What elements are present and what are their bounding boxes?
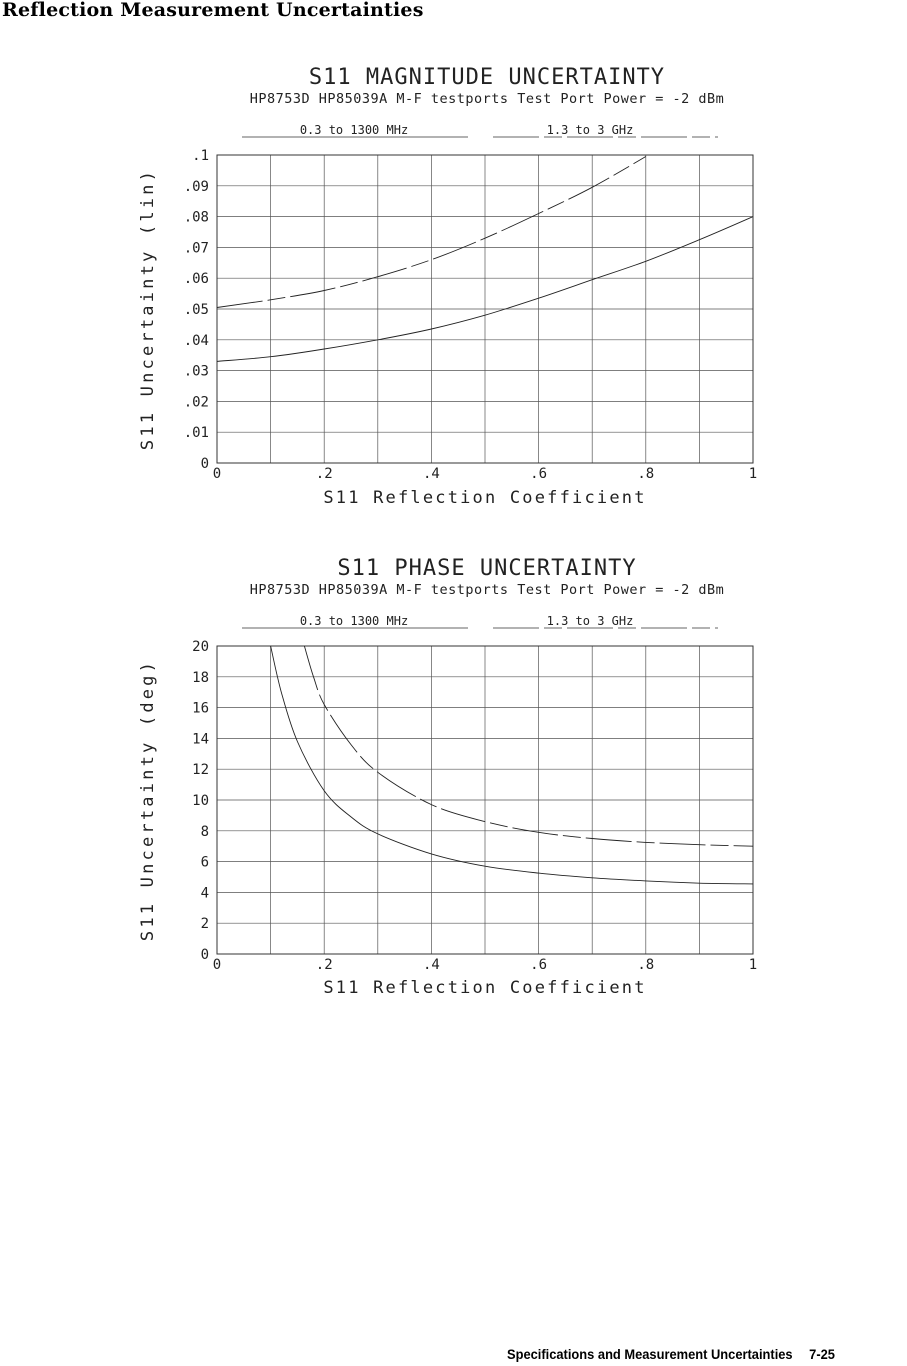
chart1-x-tick-label: 0 [212, 466, 222, 482]
chart1-x-tick-label: .2 [315, 466, 333, 482]
chart2-series-2-line [304, 646, 753, 846]
chart2-x-tick-label: .8 [637, 957, 655, 973]
chart2-x-tick-label: 1 [748, 957, 758, 973]
chart1-x-tick-label: .4 [422, 466, 440, 482]
chart2-subtitle: HP8753D HP85039A M-F testports Test Port Power = -2 dBm [249, 582, 725, 598]
chart2-legend-label-2: 1.3 to 3 GHz [546, 614, 634, 628]
chart1-y-axis-label: S11 Uncertainty (lin) [138, 167, 158, 451]
chart2-y-tick-label: 8 [200, 823, 209, 840]
chart1-x-tick-label: 1 [748, 466, 758, 482]
chart1-x-tick-label: .6 [530, 466, 548, 482]
chart1-y-tick-label: .09 [183, 178, 209, 195]
chart2-y-tick-label: 12 [192, 762, 209, 779]
page-footer [507, 1346, 835, 1362]
chart1-y-tick-label: .07 [183, 240, 209, 257]
chart1-x-axis-label: S11 Reflection Coefficient [323, 488, 647, 508]
chart2-x-tick-label: 0 [212, 957, 222, 973]
chart2-y-tick-label: 10 [192, 793, 209, 809]
chart1-legend-label-1: 0.3 to 1300 MHz [299, 123, 409, 137]
page-title: Reflection Measurement Uncertainties [2, 0, 424, 21]
chart2-y-tick-label: 4 [200, 885, 209, 902]
chart2-x-tick-label: .6 [530, 957, 548, 973]
chart1-subtitle: HP8753D HP85039A M-F testports Test Port Power = -2 dBm [249, 91, 725, 107]
chart1-y-tick-label: .04 [183, 332, 209, 349]
chart1-y-tick-label: .01 [183, 425, 209, 442]
chart2-y-tick-label: 2 [200, 916, 209, 933]
chart1-legend-label-2: 1.3 to 3 GHz [546, 123, 634, 137]
chart1-title: S11 MAGNITUDE UNCERTAINTY [308, 65, 666, 90]
chart1-y-tick-label: .03 [183, 363, 209, 380]
chart2-y-axis-label: S11 Uncertainty (deg) [138, 658, 158, 942]
chart2-x-axis-label: S11 Reflection Coefficient [323, 978, 647, 998]
chart2-series-1-line [271, 646, 753, 884]
chart1-y-tick-label: 0 [200, 456, 209, 472]
chart2-x-tick-label: .4 [422, 957, 440, 973]
chart2-y-tick-label: 0 [200, 947, 209, 963]
chart2-y-tick-label: 14 [192, 731, 209, 748]
chart2-y-tick-label: 20 [192, 639, 209, 655]
chart2-legend-label-1: 0.3 to 1300 MHz [299, 614, 409, 628]
chart1-y-tick-label: .05 [183, 302, 209, 318]
chart1-y-tick-label: .06 [183, 271, 209, 288]
chart2-y-tick-label: 6 [200, 854, 209, 871]
chart2-y-tick-label: 16 [192, 700, 209, 717]
chart1-y-tick-label: .1 [192, 148, 209, 164]
footer-page-number: 7-25 [809, 1346, 835, 1362]
chart1-x-tick-label: .8 [637, 466, 655, 482]
chart2-x-tick-label: .2 [315, 957, 333, 973]
chart2-title: S11 PHASE UNCERTAINTY [337, 556, 637, 581]
chart2-y-tick-label: 18 [192, 669, 209, 686]
chart1-y-tick-label: .08 [183, 209, 209, 226]
chart1-y-tick-label: .02 [183, 394, 209, 411]
footer-section-title: Specifications and Measurement Uncertainties [507, 1346, 793, 1362]
